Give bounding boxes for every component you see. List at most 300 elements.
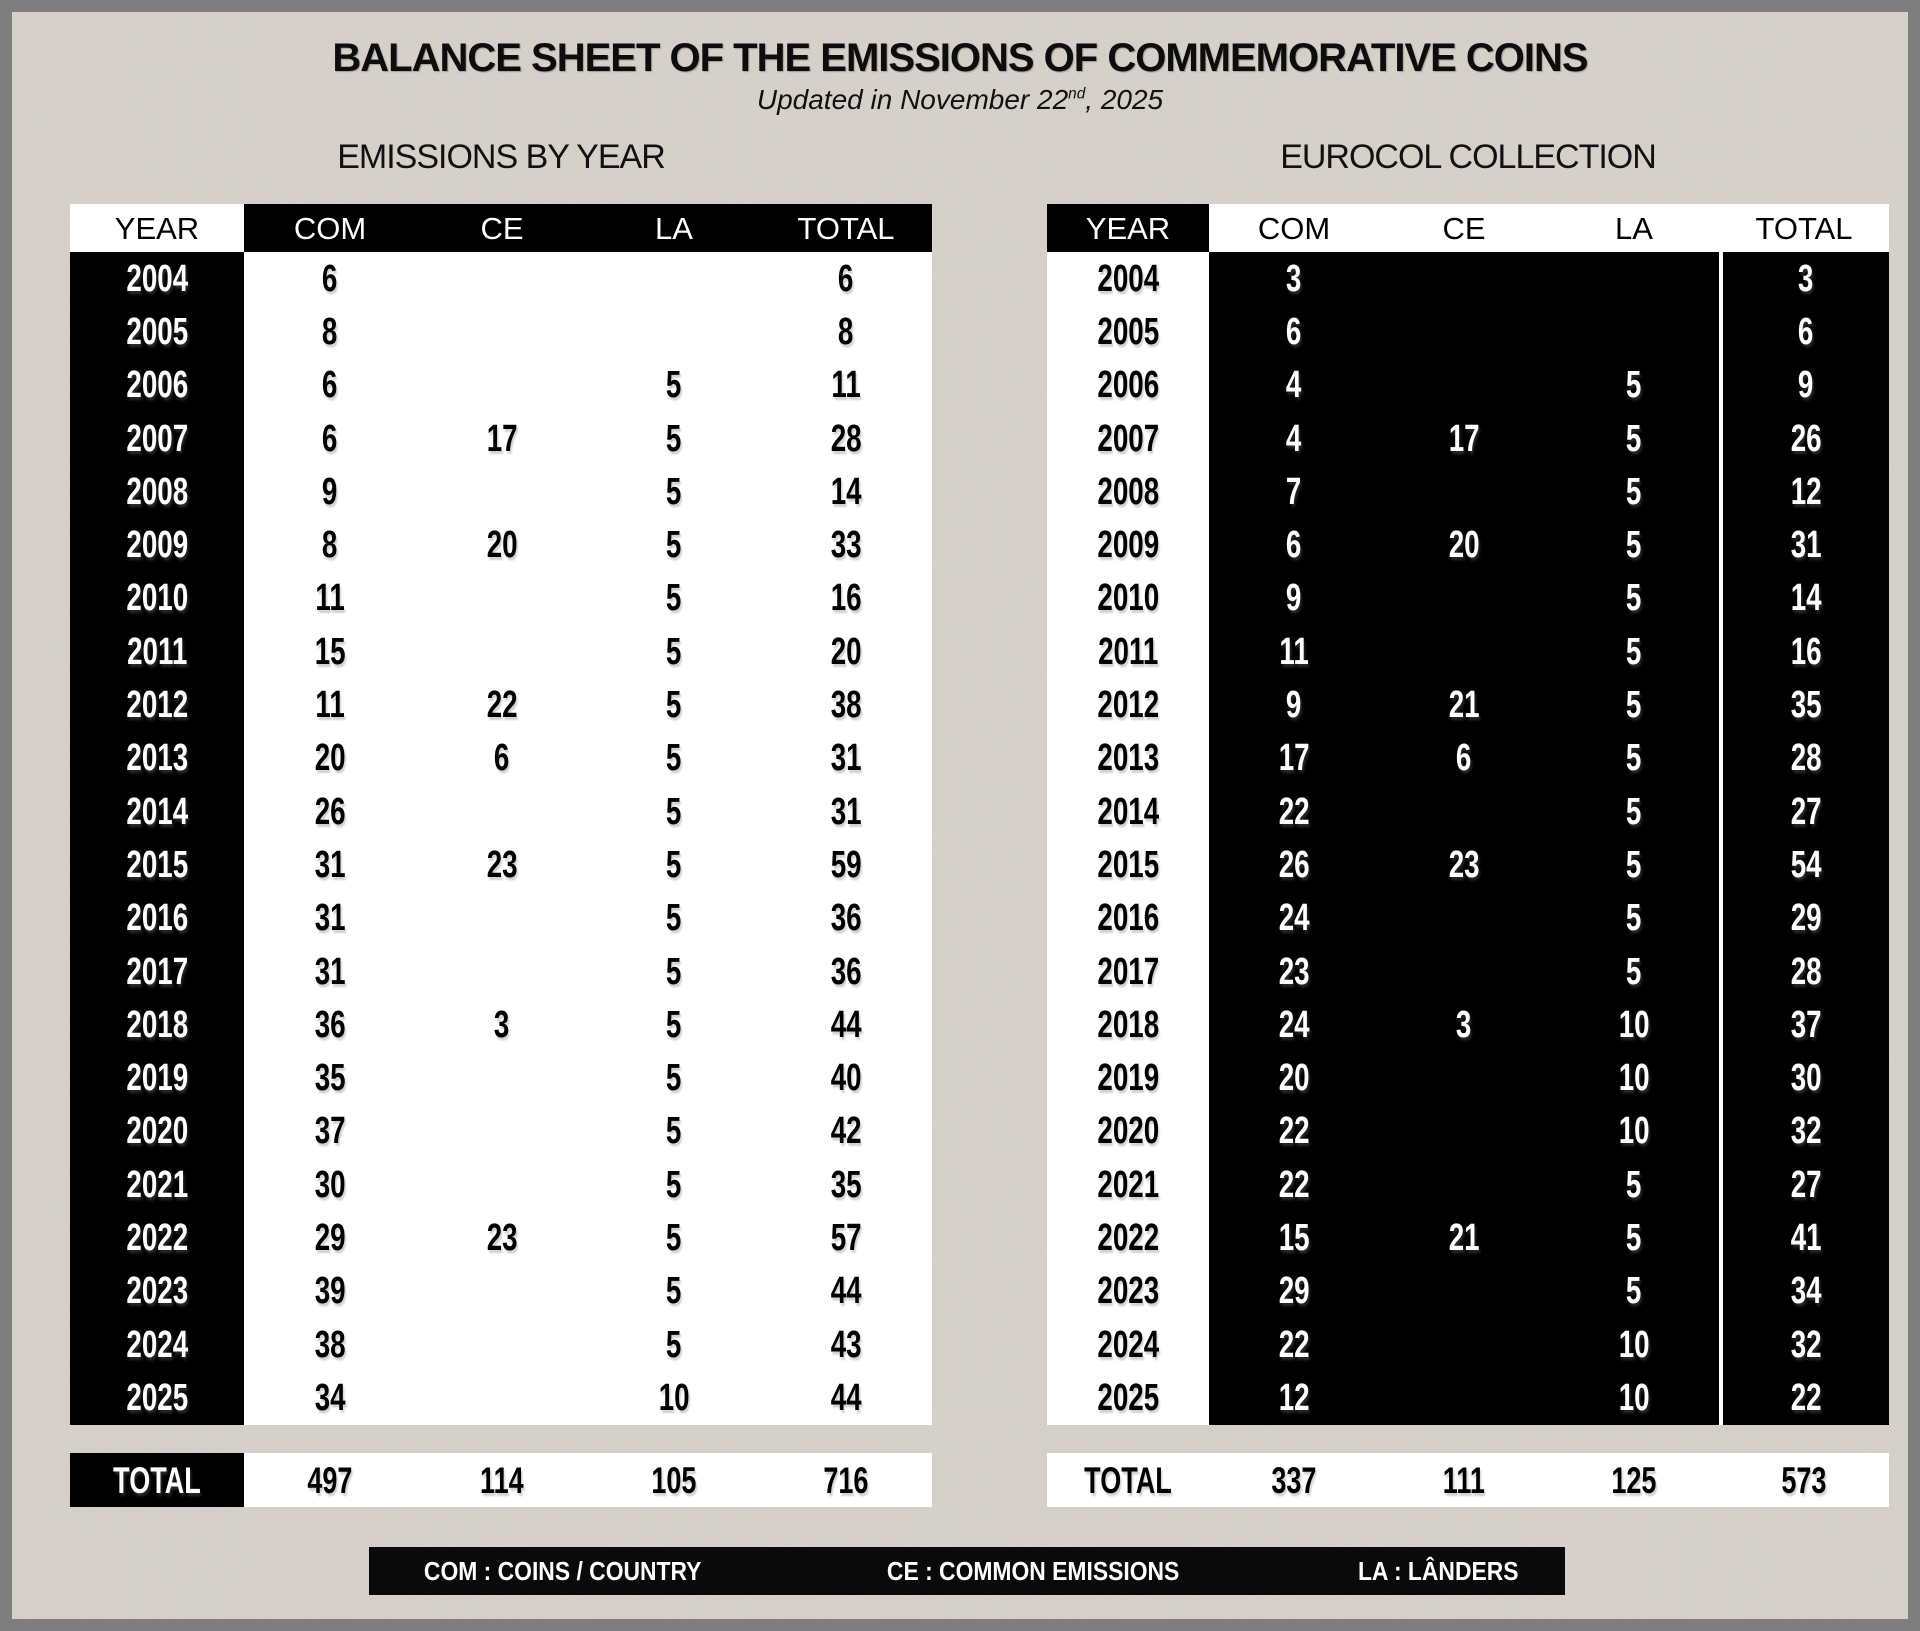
value-cell-ce (1379, 412, 1549, 465)
cell-value: 5 (666, 1110, 682, 1153)
value-cell-ce (1379, 359, 1549, 412)
value-cell-total (1719, 1211, 1889, 1264)
eurocol-totals-row (1047, 1453, 1889, 1507)
cell-value: 10 (1618, 1003, 1650, 1046)
year-label: 2020 (126, 1110, 188, 1153)
cell-value: 3 (1286, 257, 1302, 300)
cell-value: 31 (830, 790, 862, 833)
subtitle-suffix: , 2025 (1085, 84, 1164, 115)
year-label: 2014 (1097, 790, 1159, 833)
cell-value: 11 (315, 684, 345, 727)
cell-value: 10 (1618, 1057, 1650, 1100)
value-cell-la (588, 945, 760, 998)
column-header-ce (1379, 204, 1549, 252)
cell-value: 5 (666, 470, 682, 513)
year-label: 2021 (126, 1163, 188, 1206)
right-table-title: EUROCOL COLLECTION (1280, 138, 1656, 176)
value-cell-total (760, 1371, 932, 1424)
year-cell (70, 1265, 244, 1318)
totals-label-cell (1047, 1453, 1209, 1507)
year-cell (1047, 732, 1209, 785)
cell-value: 11 (1279, 630, 1309, 673)
cell-value: 35 (314, 1057, 346, 1100)
value-cell-total (1719, 1265, 1889, 1318)
cell-value: 37 (1790, 1003, 1822, 1046)
year-cell (70, 785, 244, 838)
cell-value: 20 (1448, 524, 1480, 567)
value-cell-ce (416, 252, 588, 305)
year-cell (70, 1371, 244, 1424)
cell-value: 35 (1790, 684, 1822, 727)
year-label: 2019 (126, 1057, 188, 1100)
cell-value: 5 (1626, 630, 1642, 673)
value-cell-la (588, 678, 760, 731)
year-label: 2013 (1097, 737, 1159, 780)
cell-value: 10 (1618, 1376, 1650, 1419)
value-cell-ce (1379, 518, 1549, 571)
left-table-title: EMISSIONS BY YEAR (337, 138, 665, 176)
year-label: 2015 (1097, 843, 1159, 886)
value-cell-total (1719, 252, 1889, 305)
year-label: 2016 (126, 897, 188, 940)
year-label: 2023 (1097, 1270, 1159, 1313)
value-cell-la (588, 892, 760, 945)
value-cell-la (588, 785, 760, 838)
year-label: 2024 (126, 1323, 188, 1366)
value-cell-ce (416, 998, 588, 1051)
value-cell-ce (416, 945, 588, 998)
value-cell-com (244, 465, 416, 518)
year-label: 2004 (1097, 257, 1159, 300)
cell-value: 33 (830, 524, 862, 567)
value-cell-ce (416, 678, 588, 731)
value-cell-com (1209, 892, 1379, 945)
cell-value: 11 (315, 577, 345, 620)
cell-value: 3 (1798, 257, 1814, 300)
cell-value: 10 (1618, 1110, 1650, 1153)
value-cell-ce (1379, 1265, 1549, 1318)
cell-value: 5 (1626, 470, 1642, 513)
subtitle-text: Updated in November 22 (756, 84, 1069, 115)
value-cell-la (588, 1158, 760, 1211)
value-cell-la (1549, 359, 1719, 412)
value-cell-com (244, 945, 416, 998)
cell-value: 5 (1626, 950, 1642, 993)
value-cell-com (1209, 998, 1379, 1051)
cell-value: 22 (1278, 1323, 1310, 1366)
cell-value: 5 (666, 1003, 682, 1046)
totals-value-cell-la (588, 1453, 760, 1507)
cell-value: 23 (486, 1216, 518, 1259)
value-cell-total (1719, 412, 1889, 465)
cell-value: 37 (314, 1110, 346, 1153)
year-cell (70, 305, 244, 358)
year-cell (1047, 998, 1209, 1051)
legend-com: COM : COINS / COUNTRY (423, 1555, 702, 1586)
cell-value: 4 (1286, 364, 1302, 407)
column-header-label: COM (293, 210, 367, 246)
value-cell-la (588, 572, 760, 625)
column-header-la (1549, 204, 1719, 252)
year-label: 2008 (1097, 470, 1159, 513)
year-cell (1047, 1211, 1209, 1264)
value-cell-total (760, 625, 932, 678)
cell-value: 17 (1278, 737, 1310, 780)
value-cell-la (588, 998, 760, 1051)
value-cell-total (760, 1318, 932, 1371)
value-cell-total (1719, 838, 1889, 891)
emissions-by-year-table (70, 204, 932, 1425)
cell-value: 32 (1790, 1323, 1822, 1366)
value-cell-total (1719, 1051, 1889, 1104)
value-cell-la (1549, 518, 1719, 571)
column-header-label: CE (480, 210, 524, 246)
value-cell-ce (416, 1105, 588, 1158)
value-cell-la (1549, 625, 1719, 678)
cell-value: 5 (666, 577, 682, 620)
cell-value: 31 (314, 843, 346, 886)
value-cell-la (588, 359, 760, 412)
value-cell-ce (416, 305, 588, 358)
value-cell-com (1209, 838, 1379, 891)
value-cell-ce (1379, 572, 1549, 625)
cell-value: 6 (322, 257, 338, 300)
cell-value: 16 (1790, 630, 1822, 673)
cell-value: 16 (830, 577, 862, 620)
value-cell-ce (1379, 1158, 1549, 1211)
year-label: 2020 (1097, 1110, 1159, 1153)
totals-value: 105 (651, 1459, 697, 1501)
value-cell-la (1549, 412, 1719, 465)
year-label: 2014 (126, 790, 188, 833)
year-label: 2010 (126, 577, 188, 620)
value-cell-la (1549, 678, 1719, 731)
value-cell-total (760, 1265, 932, 1318)
value-cell-la (1549, 1265, 1719, 1318)
year-label: 2005 (1097, 310, 1159, 353)
cell-value: 28 (830, 417, 862, 460)
cell-value: 31 (314, 950, 346, 993)
value-cell-com (244, 359, 416, 412)
value-cell-la (1549, 732, 1719, 785)
totals-value: 111 (1442, 1459, 1486, 1501)
value-cell-ce (416, 732, 588, 785)
cell-value: 32 (1790, 1110, 1822, 1153)
value-cell-la (588, 412, 760, 465)
value-cell-ce (1379, 465, 1549, 518)
value-cell-total (760, 359, 932, 412)
value-cell-total (1719, 572, 1889, 625)
value-cell-ce (416, 572, 588, 625)
year-cell (70, 359, 244, 412)
year-cell (1047, 465, 1209, 518)
cell-value: 6 (494, 737, 510, 780)
year-label: 2025 (126, 1376, 188, 1419)
value-cell-la (588, 1318, 760, 1371)
value-cell-com (1209, 465, 1379, 518)
cell-value: 29 (314, 1216, 346, 1259)
year-label: 2019 (1097, 1057, 1159, 1100)
year-label: 2007 (126, 417, 188, 460)
cell-value: 5 (1626, 417, 1642, 460)
value-cell-total (1719, 465, 1889, 518)
value-cell-total (760, 412, 932, 465)
value-cell-la (1549, 252, 1719, 305)
eurocol-collection-table (1047, 204, 1889, 1425)
value-cell-ce (416, 892, 588, 945)
cell-value: 59 (830, 843, 862, 886)
year-label: 2016 (1097, 897, 1159, 940)
subtitle (12, 84, 1908, 116)
cell-value: 5 (1626, 843, 1642, 886)
year-label: 2017 (126, 950, 188, 993)
value-cell-com (1209, 1211, 1379, 1264)
cell-value: 43 (830, 1323, 862, 1366)
value-cell-com (1209, 572, 1379, 625)
cell-value: 5 (1626, 577, 1642, 620)
cell-value: 17 (1448, 417, 1480, 460)
cell-value: 27 (1790, 790, 1822, 833)
year-cell (70, 838, 244, 891)
cell-value: 22 (1278, 1163, 1310, 1206)
cell-value: 21 (1448, 684, 1480, 727)
cell-value: 22 (1278, 790, 1310, 833)
year-label: 2006 (126, 364, 188, 407)
cell-value: 26 (314, 790, 346, 833)
value-cell-ce (1379, 305, 1549, 358)
cell-value: 5 (666, 897, 682, 940)
year-label: 2017 (1097, 950, 1159, 993)
year-cell (70, 412, 244, 465)
cell-value: 5 (666, 364, 682, 407)
value-cell-total (760, 252, 932, 305)
value-cell-ce (1379, 1105, 1549, 1158)
cell-value: 28 (1790, 737, 1822, 780)
value-cell-com (1209, 785, 1379, 838)
cell-value: 20 (314, 737, 346, 780)
value-cell-com (244, 1051, 416, 1104)
value-cell-com (244, 838, 416, 891)
value-cell-la (1549, 1318, 1719, 1371)
value-cell-com (244, 572, 416, 625)
cell-value: 40 (830, 1057, 862, 1100)
cell-value: 54 (1790, 843, 1822, 886)
value-cell-total (760, 838, 932, 891)
value-cell-la (1549, 305, 1719, 358)
year-cell (70, 678, 244, 731)
cell-value: 8 (322, 310, 338, 353)
value-cell-ce (416, 1051, 588, 1104)
cell-value: 30 (314, 1163, 346, 1206)
value-cell-com (244, 625, 416, 678)
value-cell-total (1719, 305, 1889, 358)
year-cell (1047, 412, 1209, 465)
totals-value-cell-com (244, 1453, 416, 1507)
totals-value: 497 (307, 1459, 353, 1501)
value-cell-la (588, 625, 760, 678)
value-cell-ce (416, 465, 588, 518)
cell-value: 5 (666, 1323, 682, 1366)
value-cell-total (1719, 1318, 1889, 1371)
value-cell-la (1549, 1371, 1719, 1424)
cell-value: 24 (1278, 897, 1310, 940)
value-cell-com (244, 412, 416, 465)
value-cell-total (1719, 1371, 1889, 1424)
legend-la: LA : LÂNDERS (1357, 1555, 1519, 1586)
year-cell (1047, 359, 1209, 412)
value-cell-la (1549, 1105, 1719, 1158)
totals-value: 716 (823, 1459, 869, 1501)
cell-value: 7 (1286, 470, 1302, 513)
year-cell (1047, 518, 1209, 571)
value-cell-com (244, 305, 416, 358)
cell-value: 36 (830, 950, 862, 993)
cell-value: 5 (1626, 524, 1642, 567)
year-label: 2022 (1097, 1216, 1159, 1259)
year-cell (1047, 1158, 1209, 1211)
value-cell-total (1719, 518, 1889, 571)
year-label: 2010 (1097, 577, 1159, 620)
year-cell (70, 732, 244, 785)
cell-value: 24 (1278, 1003, 1310, 1046)
cell-value: 5 (666, 843, 682, 886)
value-cell-ce (1379, 732, 1549, 785)
cell-value: 28 (1790, 950, 1822, 993)
value-cell-ce (416, 1265, 588, 1318)
value-cell-total (760, 1105, 932, 1158)
year-label: 2009 (126, 524, 188, 567)
value-cell-la (588, 732, 760, 785)
cell-value: 31 (1790, 524, 1822, 567)
totals-value: 573 (1781, 1459, 1827, 1501)
cell-value: 34 (1790, 1270, 1822, 1313)
value-cell-total (1719, 678, 1889, 731)
value-cell-total (760, 732, 932, 785)
value-cell-com (1209, 252, 1379, 305)
cell-value: 20 (1278, 1057, 1310, 1100)
value-cell-ce (1379, 625, 1549, 678)
year-cell (1047, 945, 1209, 998)
year-cell (1047, 838, 1209, 891)
value-cell-la (588, 305, 760, 358)
value-cell-com (1209, 1105, 1379, 1158)
year-cell (70, 1051, 244, 1104)
cell-value: 12 (1790, 470, 1822, 513)
cell-value: 22 (486, 684, 518, 727)
year-label: 2021 (1097, 1163, 1159, 1206)
totals-value-cell-ce (1379, 1453, 1549, 1507)
value-cell-com (1209, 305, 1379, 358)
cell-value: 9 (1286, 684, 1302, 727)
cell-value: 44 (830, 1376, 862, 1419)
year-label: 2018 (126, 1003, 188, 1046)
legend-ce: CE : COMMON EMISSIONS (887, 1555, 1180, 1586)
cell-value: 9 (322, 470, 338, 513)
cell-value: 20 (830, 630, 862, 673)
table-header (1047, 204, 1889, 252)
cell-value: 14 (830, 470, 862, 513)
value-cell-com (244, 252, 416, 305)
value-cell-com (1209, 732, 1379, 785)
value-cell-ce (416, 785, 588, 838)
value-cell-com (244, 1371, 416, 1424)
value-cell-total (1719, 998, 1889, 1051)
value-cell-com (244, 732, 416, 785)
year-label: 2012 (126, 684, 188, 727)
cell-value: 5 (666, 1216, 682, 1259)
column-header-year (70, 204, 244, 252)
year-cell (1047, 252, 1209, 305)
cell-value: 44 (830, 1003, 862, 1046)
value-cell-com (244, 678, 416, 731)
year-cell (70, 572, 244, 625)
cell-value: 36 (830, 897, 862, 940)
value-cell-com (1209, 678, 1379, 731)
cell-value: 6 (1456, 737, 1472, 780)
value-cell-la (1549, 785, 1719, 838)
year-cell (1047, 572, 1209, 625)
value-cell-com (1209, 359, 1379, 412)
value-cell-total (1719, 625, 1889, 678)
cell-value: 5 (1626, 1270, 1642, 1313)
year-cell (70, 465, 244, 518)
year-cell (1047, 785, 1209, 838)
value-cell-total (1719, 1158, 1889, 1211)
cell-value: 5 (666, 524, 682, 567)
cell-value: 5 (666, 417, 682, 460)
column-header-label: TOTAL (797, 210, 895, 246)
year-label: 2006 (1097, 364, 1159, 407)
column-header-label: YEAR (114, 210, 200, 246)
value-cell-la (1549, 572, 1719, 625)
value-cell-la (1549, 1158, 1719, 1211)
value-cell-com (1209, 625, 1379, 678)
cell-value: 6 (1286, 524, 1302, 567)
value-cell-la (588, 1105, 760, 1158)
column-header-label: COM (1257, 210, 1331, 246)
cell-value: 6 (838, 257, 854, 300)
value-cell-total (760, 572, 932, 625)
value-cell-ce (416, 1371, 588, 1424)
year-cell (1047, 1051, 1209, 1104)
cell-value: 10 (1618, 1323, 1650, 1366)
cell-value: 5 (666, 1163, 682, 1206)
cell-value: 5 (666, 737, 682, 780)
column-header-com (1209, 204, 1379, 252)
value-cell-com (1209, 1318, 1379, 1371)
cell-value: 23 (1278, 950, 1310, 993)
value-cell-total (1719, 892, 1889, 945)
cell-value: 4 (1286, 417, 1302, 460)
legend-bar (369, 1547, 1565, 1595)
value-cell-total (760, 785, 932, 838)
value-cell-com (244, 1318, 416, 1371)
totals-value: 114 (480, 1459, 524, 1501)
column-header-ce (416, 204, 588, 252)
cell-value: 6 (1798, 310, 1814, 353)
totals-value-cell-com (1209, 1453, 1379, 1507)
column-header-year (1047, 204, 1209, 252)
cell-value: 41 (1790, 1216, 1822, 1259)
cell-value: 5 (666, 1270, 682, 1313)
cell-value: 12 (1278, 1376, 1310, 1419)
year-label: 2004 (126, 257, 188, 300)
value-cell-la (588, 1211, 760, 1264)
year-label: 2024 (1097, 1323, 1159, 1366)
value-cell-la (588, 838, 760, 891)
year-cell (1047, 892, 1209, 945)
totals-value-cell-total (1719, 1453, 1889, 1507)
